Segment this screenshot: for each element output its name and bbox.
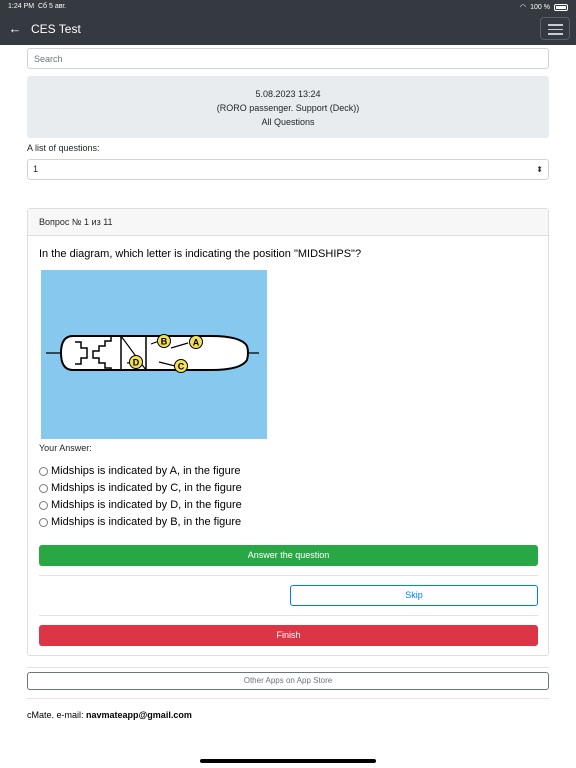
home-indicator xyxy=(200,759,376,763)
label-a: A xyxy=(192,337,200,348)
status-time: 1:24 PM Сб 5 авг. xyxy=(8,3,67,10)
radio-button[interactable] xyxy=(39,518,48,527)
navbar xyxy=(0,14,576,45)
divider xyxy=(39,615,538,616)
test-scope: All Questions xyxy=(261,117,315,127)
test-datetime: 5.08.2023 13:24 xyxy=(255,89,321,99)
hamburger-menu-icon-line xyxy=(548,33,563,35)
search-input[interactable] xyxy=(27,48,549,69)
ship-diagram-svg xyxy=(41,270,267,439)
skip-button[interactable]: Skip xyxy=(290,585,538,606)
hamburger-menu-icon-line xyxy=(548,29,563,31)
test-info-panel xyxy=(27,76,549,138)
divider xyxy=(39,575,538,576)
divider xyxy=(27,698,549,699)
question-text: In the diagram, which letter is indicating the position "MIDSHIPS"? xyxy=(39,248,362,260)
label-b: B xyxy=(160,336,168,347)
page-title: CES Test xyxy=(31,22,81,36)
wifi-icon: ◠ xyxy=(520,4,527,11)
answer-option-label: Midships is indicated by C, in the figure xyxy=(51,482,242,494)
question-select-value: 1 xyxy=(33,164,39,174)
answer-question-button[interactable]: Answer the question xyxy=(39,545,538,566)
status-bar xyxy=(0,0,576,14)
your-answer-label: Your Answer: xyxy=(39,443,92,453)
answer-option-label: Midships is indicated by B, in the figure xyxy=(51,516,242,528)
back-arrow-icon[interactable]: ← xyxy=(8,21,22,36)
select-chevron-icon: ⬍ xyxy=(536,165,543,174)
label-d: D xyxy=(132,357,140,368)
answer-option-label: Midships is indicated by A, in the figure xyxy=(51,465,241,477)
question-card-header: Вопрос № 1 из 11 xyxy=(28,209,548,236)
answer-option[interactable] xyxy=(39,482,242,494)
radio-button[interactable] xyxy=(39,484,48,493)
test-category: (RORO passenger. Support (Deck)) xyxy=(216,103,360,113)
question-select[interactable] xyxy=(27,159,549,180)
label-c: C xyxy=(177,361,185,372)
ship-diagram xyxy=(41,270,267,439)
answer-option[interactable] xyxy=(39,499,242,511)
radio-button[interactable] xyxy=(39,501,48,510)
hamburger-menu-button[interactable] xyxy=(540,17,570,40)
radio-button[interactable] xyxy=(39,467,48,476)
question-list-label: A list of questions: xyxy=(27,143,100,153)
battery-icon xyxy=(554,4,568,11)
footer-email[interactable]: navmateapp@gmail.com xyxy=(86,710,192,720)
battery-percent: 100 % xyxy=(530,3,550,11)
status-right xyxy=(520,3,568,11)
finish-button[interactable]: Finish xyxy=(39,625,538,646)
answer-option[interactable] xyxy=(39,465,241,477)
other-apps-button[interactable]: Other Apps on App Store xyxy=(27,672,549,690)
answer-option-label: Midships is indicated by D, in the figure xyxy=(51,499,242,511)
question-card xyxy=(27,208,549,656)
divider xyxy=(27,667,549,668)
ship-hull xyxy=(61,336,248,370)
footer-contact xyxy=(27,710,192,720)
footer-prefix: cMate. e-mail: xyxy=(27,710,87,720)
hamburger-menu-icon-line xyxy=(548,24,563,26)
answer-option[interactable] xyxy=(39,516,241,528)
